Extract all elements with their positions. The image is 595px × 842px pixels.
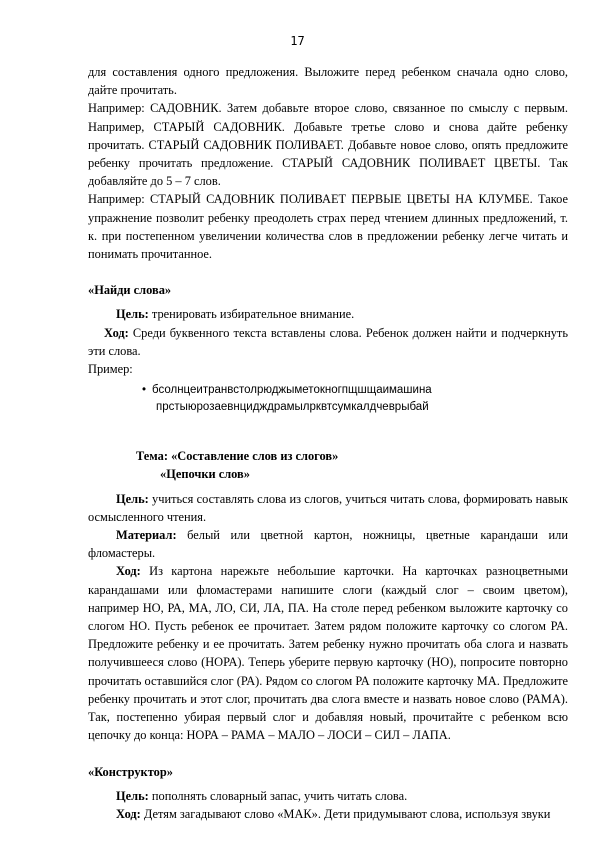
letter-puzzle-line-1: бсолнцеитранвстолрюджыметокногпщшщаимашина	[152, 384, 432, 397]
theme-process	[88, 562, 568, 744]
page-number: 17	[290, 34, 305, 48]
goal-label: Цель:	[116, 491, 149, 506]
document-body	[88, 63, 568, 823]
game1-goal	[88, 305, 568, 323]
letter-puzzle-line-2: прстыюрозаевнцидждрамылрквтсумкалдчеврыбай	[156, 401, 429, 414]
game-title-constructor: «Конструктор»	[88, 764, 173, 779]
process-label: Ход:	[116, 806, 141, 821]
intro-paragraph-2: Например: САДОВНИК. Затем добавьте второе слово, связанное по смыслу с первым. Например, СТАРЫЙ САДОВНИК. Добавьте третье слово и снова дайте ребенку прочитать. СТАРЫЙ САДОВНИК ПОЛИВАЕТ. Добавьте новое слово, опять предложите ребенку прочитать предложение. СТАРЫЙ САДОВНИК ПОЛИВАЕТ ЦВЕТЫ. Так добавляйте до 5 – 7 слов.	[88, 101, 568, 189]
material-label: Материал:	[116, 528, 177, 543]
intro-paragraph-1: для составления одного предложения. Выложите перед ребенком сначала одно слово, дайте прочитать.	[88, 65, 568, 98]
example-label: Пример:	[88, 362, 133, 377]
process-text: Среди буквенного текста вставлены слова. Ребенок должен найти и подчеркнуть эти слова.	[88, 325, 568, 358]
goal-text: учиться составлять слова из слогов, учиться читать слова, формировать навык осмысленного чтения.	[88, 491, 568, 524]
game1-process	[88, 324, 568, 360]
letter-puzzle-example	[142, 382, 568, 416]
goal-text: тренировать избирательное внимание.	[148, 307, 355, 322]
process-text: Детям загадывают слово «МАК». Дети придумывают слова, используя звуки	[140, 806, 551, 821]
process-label: Ход:	[104, 325, 129, 340]
theme-title: Тема: «Составление слов из слогов»	[136, 449, 339, 464]
game-title-find-words: «Найди слова»	[88, 283, 172, 298]
theme-material	[88, 526, 568, 562]
game3-process	[88, 805, 568, 823]
intro-paragraph-3: Например: СТАРЫЙ САДОВНИК ПОЛИВАЕТ ПЕРВЫЕ ЦВЕТЫ НА КЛУМБЕ. Такое упражнение позволит ребенку преодолеть страх перед чтением длинных предложений, т. к. при постепенном увеличении количества слов в предложении ребенку легче читать и понимать прочитанное.	[88, 192, 568, 262]
game3-goal	[88, 787, 568, 805]
process-label: Ход:	[116, 564, 141, 579]
goal-text: пополнять словарный запас, учить читать слова.	[148, 788, 408, 803]
process-text: Из картона нарежьте небольшие карточки. На карточках разноцветными карандашами или фломастерами напишите слоги (каждый слог – своим цветом), например НО, РА, МА, ЛО, СИ, ЛА, ПА. На столе перед ребенком выложите карточку со слогом НО. Пусть ребенок ее прочитает. Затем рядом положите карточку со слогом РА. Предложите ребенку и ее прочитать. Затем ребенку нужно прочитать оба слога и назвать получившееся слово (НОРА). Теперь уберите первую карточку (НО), попросите повторно прочитать оставшийся слог (РА). Рядом со слогом РА положите карточку МА. Предложите ребенку прочитать и этот слог, прочитать два слога вместе и назвать новое слово (РАМА). Так, постепенно убирая первый слог и добавляя новый, прочитайте с ребенком всю цепочку до конца: НОРА – РАМА – МАЛО – ЛОСИ – СИЛ – ЛАПА.	[88, 564, 568, 743]
game-title-word-chains: «Цепочки слов»	[160, 467, 250, 482]
goal-label: Цель:	[116, 788, 149, 803]
material-text: белый или цветной картон, ножницы, цветные карандаши или фломастеры.	[88, 528, 568, 561]
theme-goal	[88, 490, 568, 526]
bullet-icon: •	[142, 384, 147, 397]
goal-label: Цель:	[116, 307, 149, 322]
